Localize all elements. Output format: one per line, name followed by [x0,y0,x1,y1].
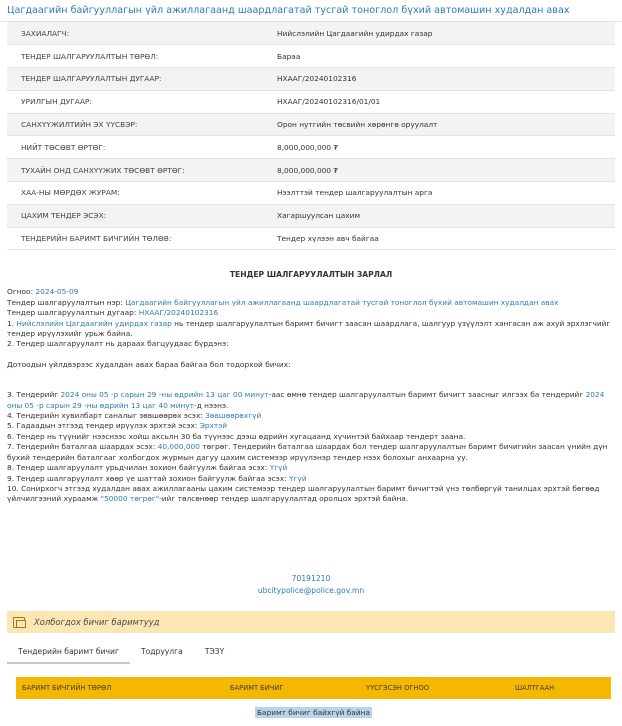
notice-paragraph-8 [0,463,622,473]
info-row [7,182,615,205]
notice-date-line [0,287,622,297]
p3-deadline-open: 2024 оны 05 -р сарын 29 -ны өдрийн 13 цаг 40 минут [7,390,605,410]
p10-text: 10. Сонирхогч этгээд худалдан авах ажиллагааны цахим системээр тендер шалгаруулалтын баримт бичигтэй үнэ төлбөргүй танилцах эрхтэй бөгөөд үйлчилгээний хураамж [7,483,600,504]
notice-paragraph-1 [0,319,622,340]
notice-paragraph-2: 2. Тендер шалгаруулалт нь дараах багцуудаас бүрдэнэ: [7,339,229,349]
p3-prefix: 3. Тендерийг [7,390,61,400]
p10-end: -ийг төлсөнөөр тендер шалгаруулалтад оролцох эрхтэй байна. [159,494,409,504]
info-row [7,113,615,136]
tab-feasibility-study[interactable]: ТЭЗҮ [204,647,225,656]
notice-number-line [0,308,622,318]
info-row [7,136,615,159]
info-row [7,45,615,68]
notice-paragraph-10 [0,484,622,505]
page-title: Цагдаагийн байгууллагын үйл ажиллагаанд шаардлагатай тусгай тоноглол бүхий автомашин худалдан авах [0,0,622,22]
p5-label: 5. Гадаадын этгээд тендер ирүүлэх эрхтэй эсэх: [7,421,200,431]
info-row [7,204,615,227]
info-label: ХАА-НЫ МӨРДӨХ ЖУРАМ: [7,182,269,205]
info-value: Тендер хүлээн авч байгаа [269,227,615,250]
tender-info-table [7,22,615,250]
documents-header [7,611,615,633]
info-label: ЦАХИМ ТЕНДЕР ЭСЭХ: [7,204,269,227]
info-value: НХААГ/20240102316/01/01 [269,90,615,113]
col-created-date: ҮҮСГЭСЭН ОГНОО [366,684,429,692]
info-label: НИЙТ ТӨСӨВТ ӨРТӨГ: [7,136,269,159]
info-value: Орон нутгийн төсвийн хөрөнгө оруулалт [269,113,615,136]
p5-value: Эрхтэй [199,421,228,431]
info-label: ТЕНДЕР ШАЛГАРУУЛАЛТЫН ДУГААР: [7,68,269,91]
notice-paragraph-5 [0,421,622,431]
p10-fee: "50000 төгрөг" [100,494,160,504]
p1-prefix: 1. [7,318,17,328]
p4-value: Зөвшөөрөхгүй [205,411,262,421]
notice-name-label: Тендер шалгаруулалтын нэр: [7,297,126,307]
p3-mid: -аас өмнө тендер шалгаруулалтын баримт бичигт заасныг илгээх ба тендерийг [268,390,586,400]
notice-name: Цагдаагийн байгууллагын үйл ажиллагаанд шаардлагатай тусгай тоноглол бүхий автомашин худалдан авах [125,297,559,307]
info-row [7,159,615,182]
contact-phone: 70191210 [291,574,331,583]
p7-amount: 40,000,000 [157,442,200,452]
notice-paragraph-6: 6. Тендер нь түүнийг нээснээс хойш аксьлн 30 ба түүнээс дээш өдрийн хугацаанд хүчинтэй байхаар тендерт заана. [7,431,466,441]
notice-paragraph-4 [0,411,622,421]
documents-table-header [16,677,611,699]
contact-email[interactable]: ubcitypolice@police.gov.mn [257,586,365,595]
p7-text: төгрөг. Тендерийн баталгаа шаардах бол тендер шалгаруулалтын баримт бичигийн заасан үнийн дүн бүхий тендерийн баталгааг холбогдох журмын дагуу цахим системээр ирүүлэнэр тендер нээх болохыг анхаарна уу. [7,442,608,462]
empty-message: Баримт бичиг байхгүй байна [256,707,370,717]
info-label: ТЕНДЕРИЙН БАРИМТ БИЧГИЙН ТӨЛӨВ: [7,227,269,250]
info-value: 8,000,000,000 ₮ [269,136,615,159]
p9-label: 9. Тендер шалгаруулалт хөөр үе шаттай зохион байгуулж байгаа эсэх: [7,473,289,483]
documents-header-title: Холбогдох бичиг баримтууд [34,617,160,627]
notice-date-label: Огноо: [7,287,36,297]
col-reason: ШАЛТГААН [515,684,555,692]
documents-copy-icon [13,617,25,628]
info-row [7,227,615,250]
p3-end: -д нээнэ. [194,400,229,410]
documents-empty-state [16,699,611,725]
tab-tender-documents[interactable]: Тендерийн баримт бичиг [7,644,130,664]
notice-paragraph-9 [0,474,622,484]
info-label: САНХҮҮЖИЛТИЙН ЭХ ҮҮСВЭР: [7,113,269,136]
notice-number-label: Тендер шалгаруулалтын дугаар: [7,308,139,318]
p9-value: Үгүй [288,473,307,483]
info-label: ТЕНДЕР ШАЛГАРУУЛАЛТЫН ТӨРӨЛ: [7,45,269,68]
col-document: БАРИМТ БИЧИГ [230,684,284,692]
p4-label: 4. Тендерийн хувилбарт саналыг зөвшөөрөх эсэх: [7,411,206,421]
tab-clarification[interactable]: Тодруулга [140,647,183,656]
p8-value: Үгүй [269,463,288,473]
notice-domestic-info: Дотоодын үйлдвэрээс худалдан авах бараа байгаа бол тодорхой бичих: [7,359,291,369]
notice-name-line [0,298,622,308]
info-row [7,68,615,91]
notice-paragraph-7 [0,442,622,463]
notice-paragraph-3 [0,390,622,411]
notice-date: 2024-05-09 [35,287,79,297]
col-document-type: БАРИМТ БИЧГИЙН ТӨРӨЛ [22,684,112,692]
notice-title: ТЕНДЕР ШАЛГАРУУЛАЛТЫН ЗАРЛАЛ [229,270,393,279]
p8-label: 8. Тендер шалгаруулалт урьдчилан зохион байгуулж байгаа эсэх: [7,463,270,473]
documents-tabs [7,644,615,664]
info-value: Нийслэлийн Цагдаагийн удирдах газар [269,22,615,45]
p1-organization: Нийслэлийн Цагдаагийн удирдах газар [16,318,172,328]
info-row [7,22,615,45]
p7-prefix: 7. Тендерийн баталгаа шаардах эсэх: [7,442,158,452]
info-value: Хагаршуулсан цахим [269,204,615,227]
info-value: НХААГ/20240102316 [269,68,615,91]
info-label: ТУХАЙН ОНД САНХҮҮЖИХ ТӨСӨВТ ӨРТӨГ: [7,159,269,182]
info-value: 8,000,000,000 ₮ [269,159,615,182]
info-row [7,90,615,113]
info-label: ЗАХИАЛАГЧ: [7,22,269,45]
documents-table [16,677,611,725]
info-value: Нээлттэй тендер шалгаруулалтын арга [269,182,615,205]
p3-deadline-submit: 2024 оны 05 -р сарын 29 -ны өдрийн 13 цаг 00 минут [60,390,269,400]
p1-text: нь тендер шалгаруулалтын баримт бичигт заасан шаардлага, шалгуур үзүүлэлт хангасан аж ахуй эрхлэгчийг тендер ирүүлэхийг урьж байна. [7,318,611,339]
tender-notice [0,270,622,505]
info-label: УРИЛГЫН ДУГААР: [7,90,269,113]
info-value: Бараа [269,45,615,68]
notice-number: НХААГ/20240102316 [138,308,219,318]
